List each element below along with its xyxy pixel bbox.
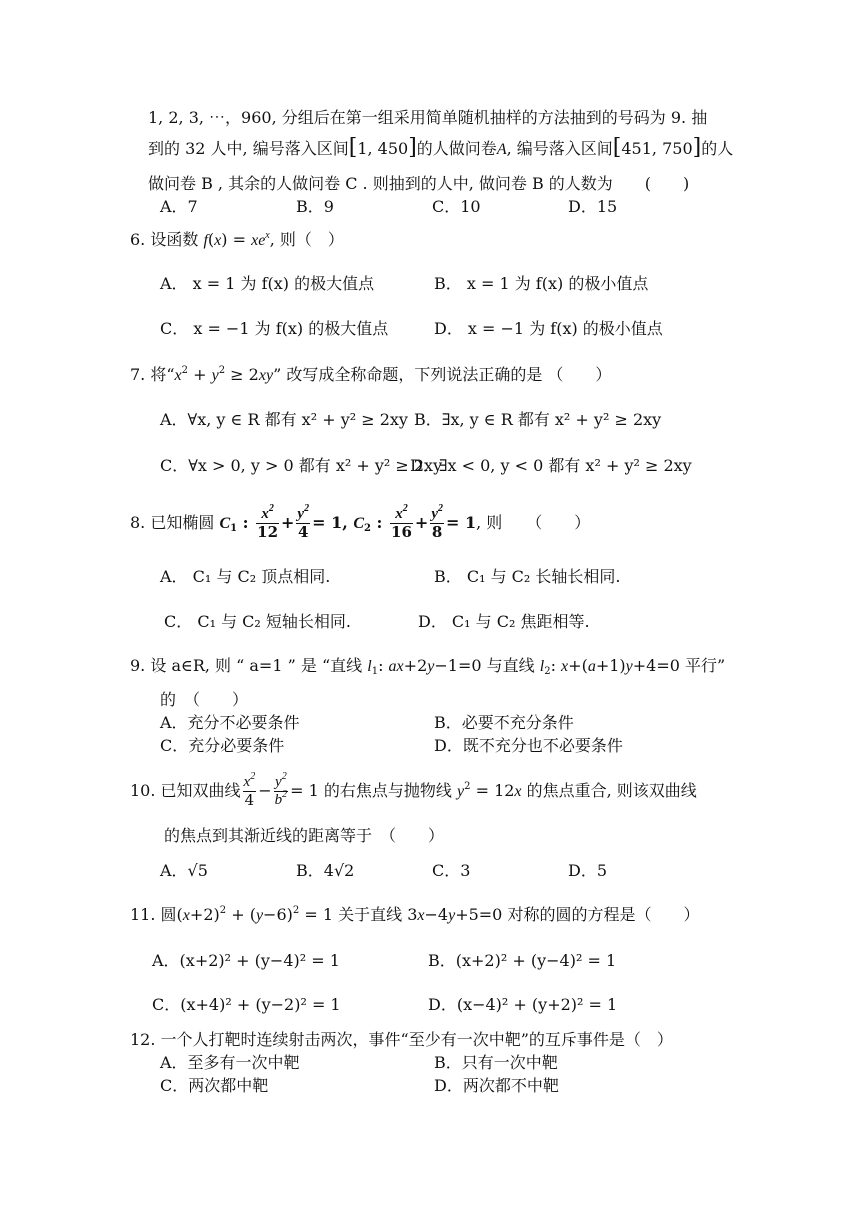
- q7-stem: 7. 将“$x^2 + y^2 \ge 2xy$” 改写成全称命题，下列说法正确的是 （ ）: [130, 365, 612, 384]
- q9-option-c[interactable]: C．充分必要条件: [160, 736, 285, 755]
- q9-line2: 的 （ ）: [160, 690, 249, 709]
- q5-option-b[interactable]: B．9: [296, 197, 334, 216]
- q12-option-d[interactable]: D．两次都不中靶: [434, 1076, 559, 1095]
- q8-option-d[interactable]: D． C₁ 与 C₂ 焦距相等.: [418, 612, 590, 631]
- q9-stem: 9. 设 a∈R, 则 “ a=1 ” 是 “直线 $l_1$: ax+2y−1=0 与直线 $l_2$: x+(a+1)y+4=0 平行”: [130, 656, 726, 677]
- q5-interval1: 1, 450: [357, 139, 409, 158]
- q5-option-d[interactable]: D．15: [568, 197, 618, 216]
- q11-option-c[interactable]: C．(x+4)² + (y−2)² = 1: [152, 995, 341, 1014]
- q12-option-c[interactable]: C．两次都中靶: [160, 1076, 269, 1095]
- q6-option-c[interactable]: C． x = −1 为 f(x) 的极大值点: [160, 319, 389, 338]
- q7-option-b[interactable]: B．∃x, y ∈ R 都有 x² + y² ≥ 2xy: [414, 410, 662, 429]
- q6-stem: 6. 设函数 $f(x) = xe^x$, 则（ ）: [130, 230, 344, 249]
- q5-interval2: 451, 750: [621, 139, 693, 158]
- q10-stem: 10. 已知双曲线 $\frac{x^2}{4}$ − $\frac{y^2}{b^2}$ = 1 的右焦点与抛物线 $y^2 = 12x$ 的焦点重合, 则该双曲线: [130, 771, 697, 809]
- q12-stem: 12. 一个人打靶时连续射击两次，事件“至少有一次中靶”的互斥事件是（ ）: [130, 1030, 673, 1049]
- q5-line3: 做问卷 B , 其余的人做问卷 C . 则抽到的人中, 做问卷 B 的人数为 ( ): [148, 174, 690, 193]
- q11-stem: 11. 圆$(x+2)^2 + (y-6)^2 = 1$ 关于直线 3x−4y+5=0 对称的圆的方程是（ ）: [130, 905, 700, 924]
- q5-option-c[interactable]: C．10: [432, 197, 481, 216]
- q9-option-b[interactable]: B．必要不充分条件: [434, 713, 574, 732]
- q11-option-b[interactable]: B．(x+2)² + (y−4)² = 1: [428, 951, 617, 970]
- q12-option-a[interactable]: A．至多有一次中靶: [160, 1053, 300, 1072]
- q5-option-a[interactable]: A．7: [160, 197, 198, 216]
- q11-option-d[interactable]: D．(x−4)² + (y+2)² = 1: [428, 995, 618, 1014]
- q11-option-a[interactable]: A．(x+2)² + (y−4)² = 1: [152, 951, 340, 970]
- q5-line2: 到的 32 人中, 编号落入区间[1, 450]的人做问卷A, 编号落入区间[451, 750]的人: [148, 135, 734, 160]
- q6-option-b[interactable]: B． x = 1 为 f(x) 的极小值点: [434, 274, 649, 293]
- q10-option-d[interactable]: D．5: [568, 861, 608, 880]
- q10-line2: 的焦点到其渐近线的距离等于 （ ）: [164, 826, 445, 845]
- q8-option-b[interactable]: B． C₁ 与 C₂ 长轴长相同.: [434, 567, 621, 586]
- q7-option-a[interactable]: A．∀x, y ∈ R 都有 x² + y² ≥ 2xy: [160, 410, 408, 429]
- q12-option-b[interactable]: B．只有一次中靶: [434, 1053, 558, 1072]
- q10-option-c[interactable]: C．3: [432, 861, 471, 880]
- q6-option-a[interactable]: A． x = 1 为 f(x) 的极大值点: [160, 274, 375, 293]
- q7-option-d[interactable]: D．∃x < 0, y < 0 都有 x² + y² ≥ 2xy: [410, 456, 692, 475]
- q10-option-a[interactable]: A．√5: [160, 861, 208, 880]
- q10-option-b[interactable]: B．4√2: [296, 861, 355, 880]
- q8-stem: 8. 已知椭圆 $C_1$ : $\frac{x^2}{12}$ + $\frac{y^2}{4}$ = 1, $C_2$ : $\frac{x^2}{16}$ + $\frac{y^2}{8}$ = 1, 则 （ ）: [130, 503, 591, 541]
- q5-line1: 1, 2, 3, ⋯，960, 分组后在第一组采用简单随机抽样的方法抽到的号码为 9. 抽: [148, 108, 708, 127]
- q9-option-a[interactable]: A．充分不必要条件: [160, 713, 300, 732]
- q8-option-c[interactable]: C． C₁ 与 C₂ 短轴长相同.: [164, 612, 351, 631]
- q8-option-a[interactable]: A． C₁ 与 C₂ 顶点相同.: [160, 567, 331, 586]
- q9-option-d[interactable]: D．既不充分也不必要条件: [434, 736, 623, 755]
- q7-option-c[interactable]: C．∀x > 0, y > 0 都有 x² + y² ≥ 2xy: [160, 456, 443, 475]
- q6-option-d[interactable]: D． x = −1 为 f(x) 的极小值点: [434, 319, 663, 338]
